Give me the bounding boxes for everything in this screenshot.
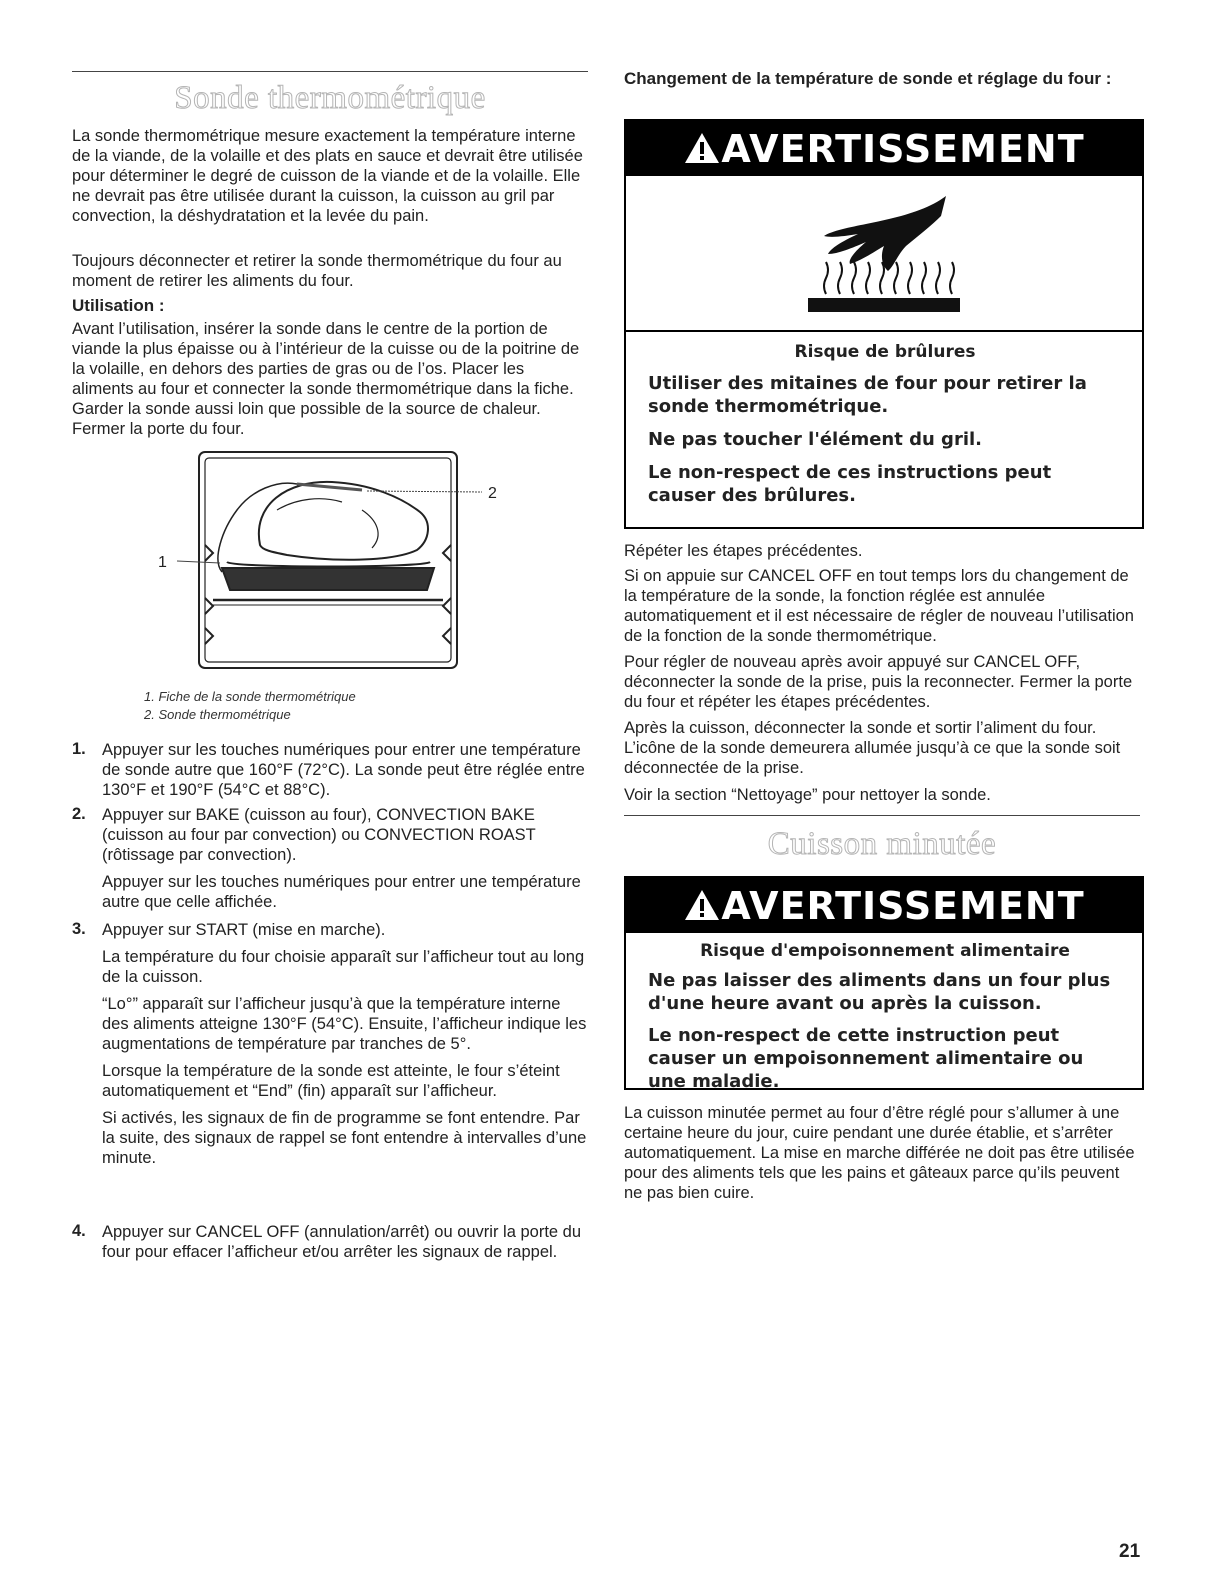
section-title-probe: Sonde thermométrique [174, 80, 486, 116]
usage-subheading: Utilisation : [72, 296, 165, 315]
warning-triangle-icon [683, 131, 721, 165]
warning-box-food [624, 876, 1144, 1090]
figure-caption-2: 2. Sonde thermométrique [144, 707, 291, 722]
warning-line-2: Ne pas toucher l'élément du gril. [648, 429, 982, 450]
probe-figure [72, 450, 588, 682]
warning-triangle-icon [683, 888, 721, 922]
right-heading: Changement de la température de sonde et réglage du four : [624, 69, 1112, 88]
callout-2: 2 [488, 485, 497, 502]
warning-body-2 [626, 933, 1142, 1093]
right-paragraph-2: Si on appuie sur CANCEL OFF en tout temps lors du changement de la température de la sonde, la fonction réglée est annulée automatiquement et il est nécessaire de régler de nouveau l’utilisation de la fonction de la sonde thermométrique. [624, 567, 1134, 645]
warning2-line-2: Le non-respect de cette instruction peut causer un empoisonnement alimentaire ou une maladie. [648, 1025, 1084, 1092]
step-2: 2. Appuyer sur BAKE (cuisson au four), CONVECTION BAKE (cuisson au four par convection) ou CONVECTION ROAST (rôtissage par convection). Appuyer sur les touches numériques pour entrer une température autre que celle affichée. [72, 805, 581, 911]
right-paragraph-3: Pour régler de nouveau après avoir appuyé sur CANCEL OFF, déconnecter la sonde de la prise, puis la reconnecter. Fermer la porte du four et répéter les étapes précédentes. [624, 653, 1133, 711]
warning-header-2: AVERTISSEMENT [626, 878, 1142, 933]
intro-paragraph: La sonde thermométrique mesure exactement la température interne de la viande, de la volaille et des plats en sauce et devrait être utilisée pour déterminer le degré de cuisson de la viande et de la volaille. Elle ne devrait pas être utilisée durant la cuisson, la cuisson au gril par convection, la déshydratation et la levée du pain. [72, 127, 583, 225]
figure-caption-1: 1. Fiche de la sonde thermométrique [144, 689, 356, 704]
step-4: 4. Appuyer sur CANCEL OFF (annulation/arrêt) ou ouvrir la porte du four pour effacer l’afficheur et/ou arrêter les signaux de rappel. [72, 1222, 582, 1261]
right-paragraph-6: La cuisson minutée permet au four d’être réglé pour s’allumer à une certaine heure du jour, cuire pendant une durée établie, et s’arrêter automatiquement. La mise en marche différée ne doit pas être utilisée pour des aliments tels que les pains et gâteaux parce qu’ils peuvent ne pas bien cuire. [624, 1104, 1135, 1202]
hazard-title: Risque de brûlures [794, 342, 976, 362]
warning-body [626, 332, 1142, 507]
step-3: 3. Appuyer sur START (mise en marche). La température du four choisie apparaît sur l’afficheur tout au long de la cuisson. “Lo°” apparaît sur l’afficheur jusqu’à que la température interne des aliments atteigne 130°F (54°C). Ensuite, l’afficheur indique les augmentations de température par tranches de 5°. Lorsque la température de la sonde est atteinte, le four s’éteint automatiquement et “End” (fin) apparaît sur l’afficheur. Si activés, les signaux de fin de programme se font entendre. Par la suite, des signaux de rappel se font entendre à intervalles d’une minute. [72, 920, 587, 1167]
callout-1: 1 [158, 554, 167, 571]
right-paragraph-4: Après la cuisson, déconnecter la sonde et sortir l’aliment du four. L’icône de la sonde demeurera allumée jusqu’à ce que la sonde soit déconnectée de la prise. [624, 719, 1121, 777]
section-title-timed: Cuisson minutée [767, 826, 997, 862]
warning-line-3: Le non-respect de ces instructions peut causer des brûlures. [648, 462, 1052, 506]
burn-pictogram [626, 176, 1142, 332]
oven-probe-illustration [72, 450, 588, 682]
page-number: 21 [1119, 1541, 1141, 1562]
right-paragraph-1: Répéter les étapes précédentes. [624, 542, 863, 560]
intro-paragraph-2: Toujours déconnecter et retirer la sonde thermométrique du four au moment de retirer les aliments du four. [72, 252, 562, 290]
step-1: 1. Appuyer sur les touches numériques pour entrer une température de sonde autre que 160°F (72°C). La sonde peut être réglée entre 130°F et 190°F (54°C et 88°C). [72, 740, 585, 799]
warning-line-1: Utiliser des mitaines de four pour retirer la sonde thermométrique. [648, 373, 1087, 417]
section-rule-2 [624, 815, 1140, 816]
warning-box-burn [624, 119, 1144, 529]
hand-heat-icon [626, 176, 1142, 330]
warning2-line-1: Ne pas laisser des aliments dans un four plus d'une heure avant ou après la cuisson. [648, 970, 1111, 1014]
section-rule [72, 71, 588, 72]
hazard-title-2: Risque d'empoisonnement alimentaire [700, 941, 1070, 961]
warning-header: AVERTISSEMENT [626, 121, 1142, 176]
right-paragraph-5: Voir la section “Nettoyage” pour nettoyer la sonde. [624, 786, 991, 804]
usage-paragraph: Avant l’utilisation, insérer la sonde dans le centre de la portion de viande la plus épaisse ou à l’intérieur de la cuisse ou de la poitrine de la volaille, en dehors des parties de gras ou de l’os. Placer les aliments au four et connecter la sonde thermométrique dans la fiche. Garder la sonde aussi loin que possible de la source de chaleur. Fermer la porte du four. [72, 320, 580, 438]
